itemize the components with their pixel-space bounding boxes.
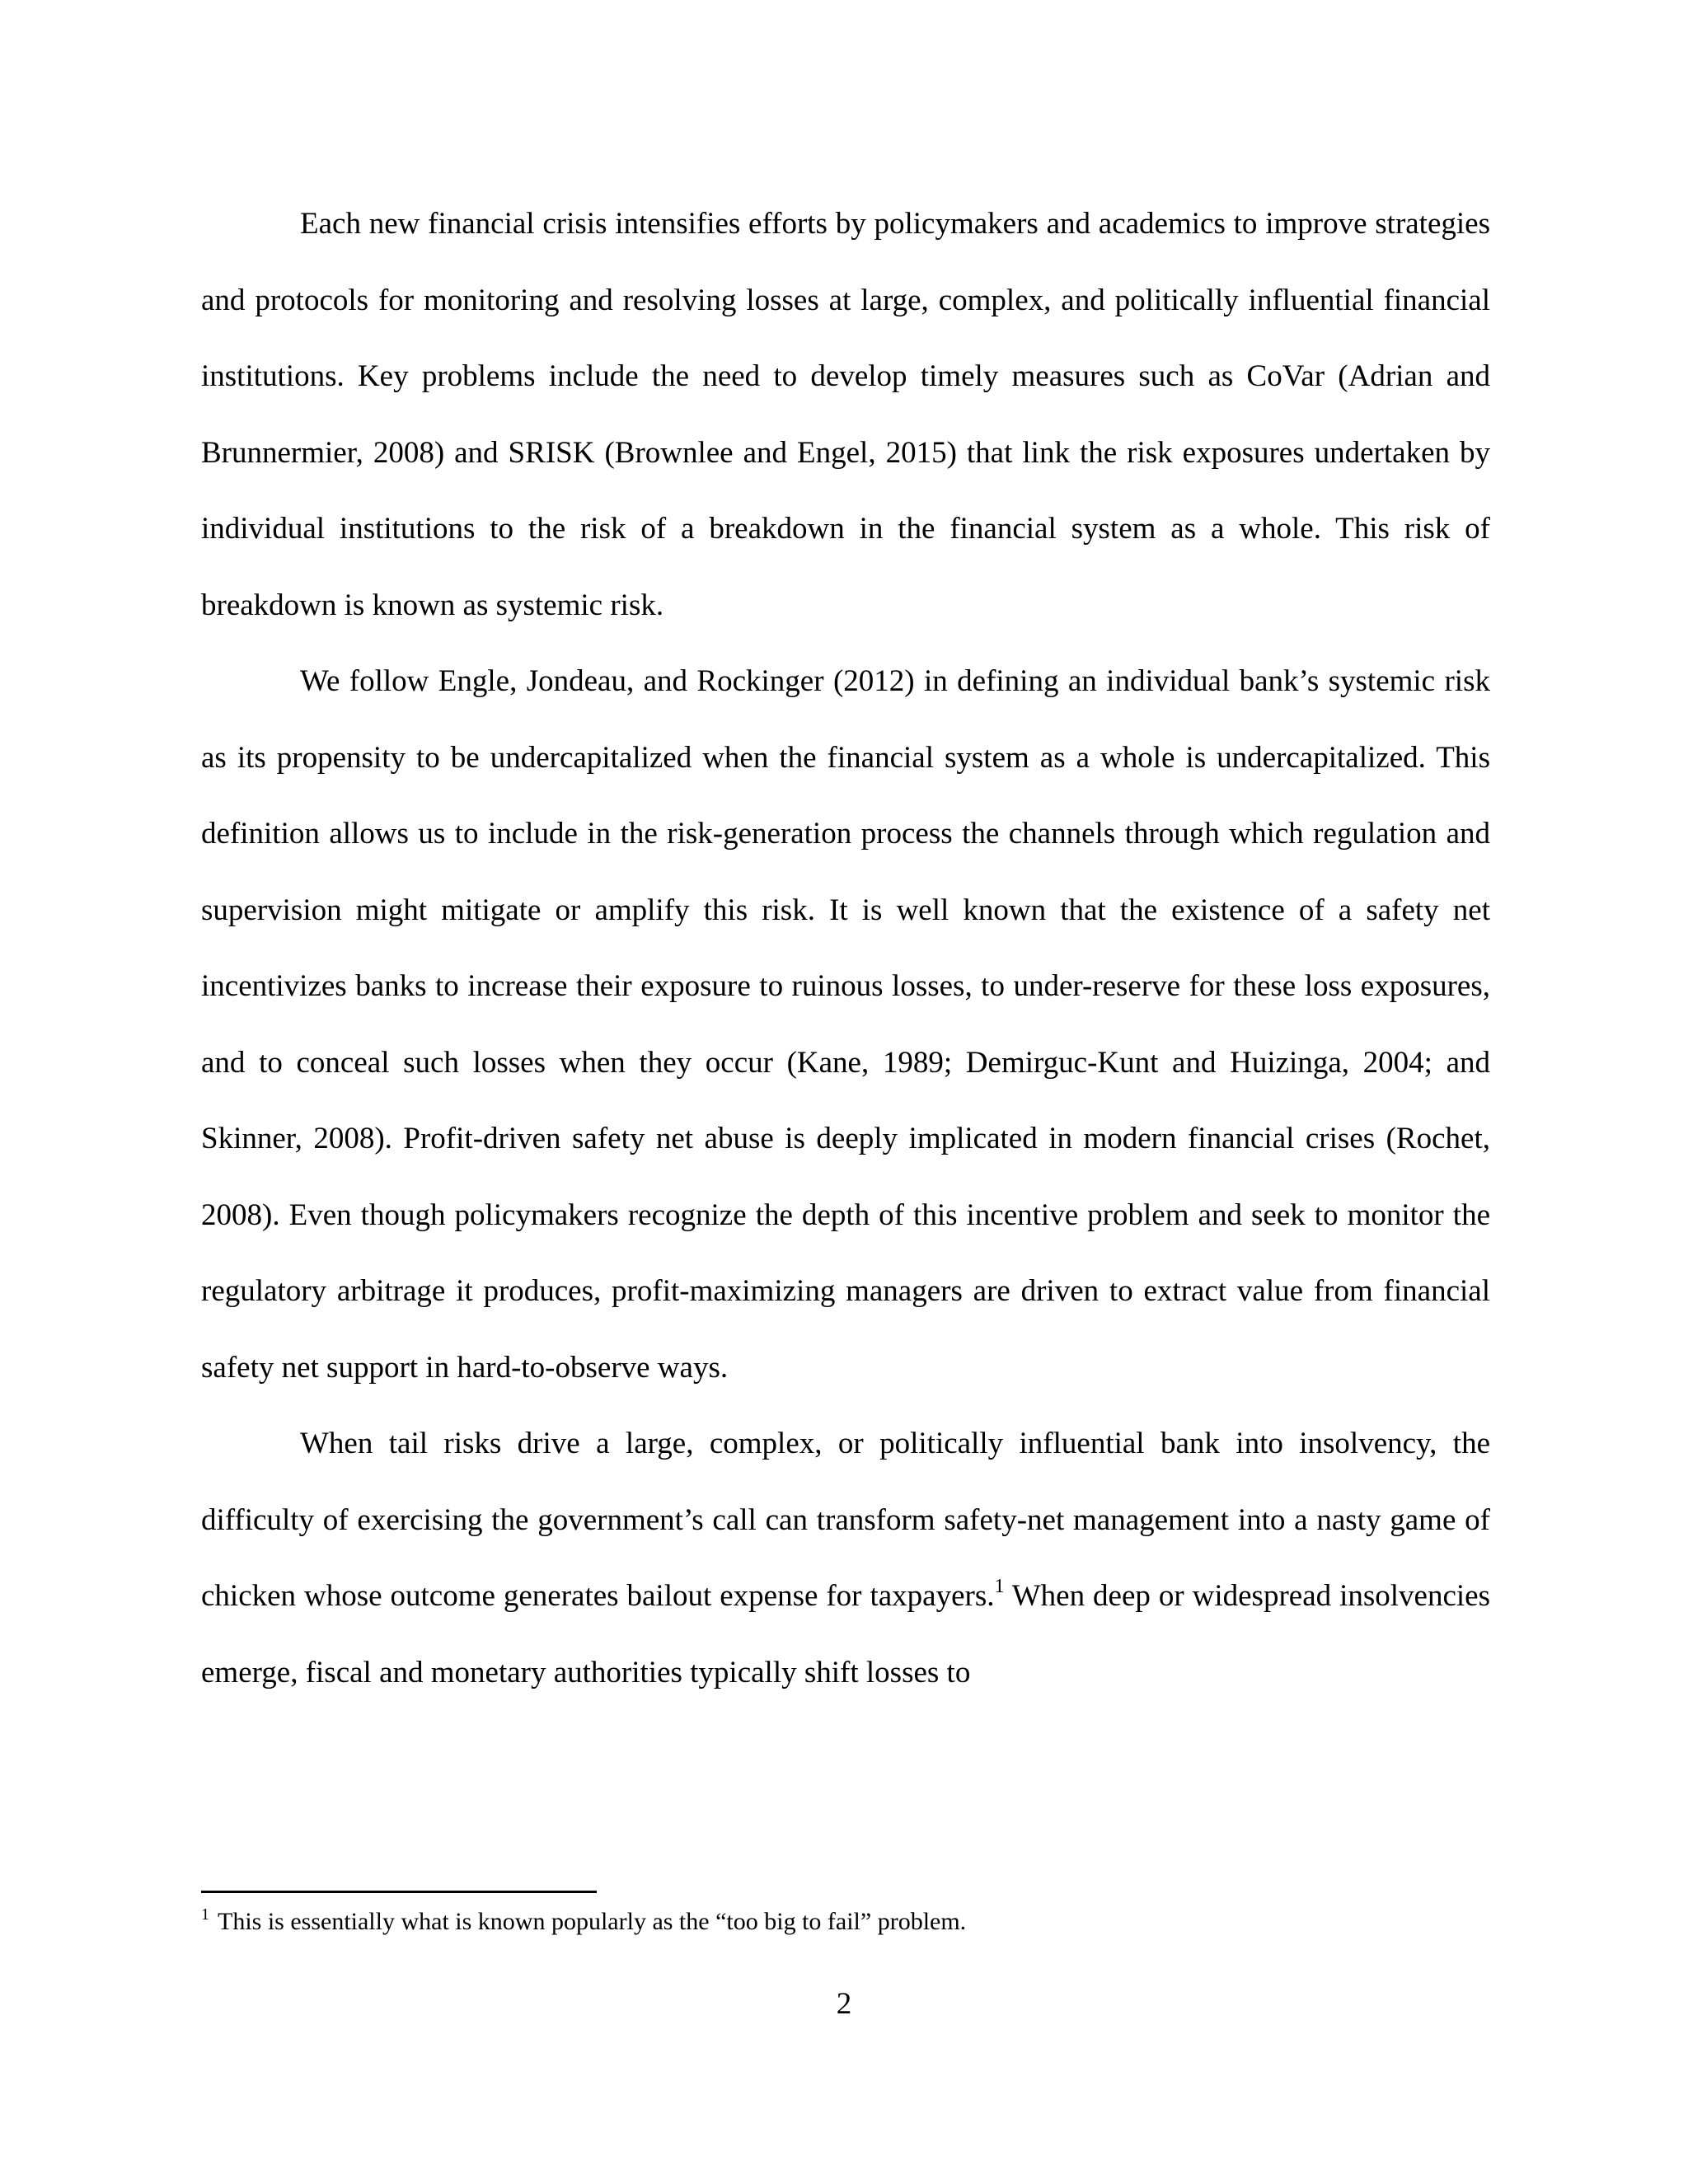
- body-text: [201, 186, 1490, 1711]
- paragraph-3: [201, 1406, 1490, 1711]
- paragraph-3-text: When tail risks drive a large, complex, or politically influential bank into insolvency, the difficulty of exercising the government’s call can transform safety-net management into a nasty game of chicken whose outcome generates bailout expense for taxpayers.: [201, 1427, 1490, 1613]
- paragraph-2: We follow Engle, Jondeau, and Rockinger (2012) in defining an individual bank’s systemic risk as its propensity to be undercapitalized when the financial system as a whole is undercapitalized. This definition allows us to include in the risk-generation process the channels through which regulation and supervision might mitigate or amplify this risk. It is well known that the existence of a safety net incentivizes banks to increase their exposure to ruinous losses, to under-reserve for these loss exposures, and to conceal such losses when they occur (Kane, 1989; Demirguc-Kunt and Huizinga, 2004; and Skinner, 2008). Profit-driven safety net abuse is deeply implicated in modern financial crises (Rochet, 2008). Even though policymakers recognize the depth of this incentive problem and seek to monitor the regulatory arbitrage it produces, profit-maximizing managers are driven to extract value from financial safety net support in hard-to-observe ways.: [201, 664, 1490, 1385]
- paragraph-1: Each new financial crisis intensifies efforts by policymakers and academics to improve strategies and protocols for monitoring and resolving losses at large, complex, and politically influential financial institutions. Key problems include the need to develop timely measures such as CoVar (Adrian and Brunnermier, 2008) and SRISK (Brownlee and Engel, 2015) that link the risk exposures undertaken by individual institutions to the risk of a breakdown in the financial system as a whole. This risk of breakdown is known as systemic risk.: [201, 207, 1490, 622]
- footnote-text: This is essentially what is known popularly as the “too big to fail” problem.: [218, 1908, 967, 1935]
- footnote-reference: 1: [994, 1576, 1005, 1597]
- footnote: [201, 1905, 1490, 1938]
- page-number: 2: [836, 1987, 852, 2021]
- footnote-separator: [201, 1891, 597, 1893]
- footnote-marker: 1: [201, 1905, 209, 1924]
- paragraph-3-continuation: When deep or widespread insolvencies emerge, fiscal and monetary authorities typically shift losses to: [201, 1579, 1490, 1690]
